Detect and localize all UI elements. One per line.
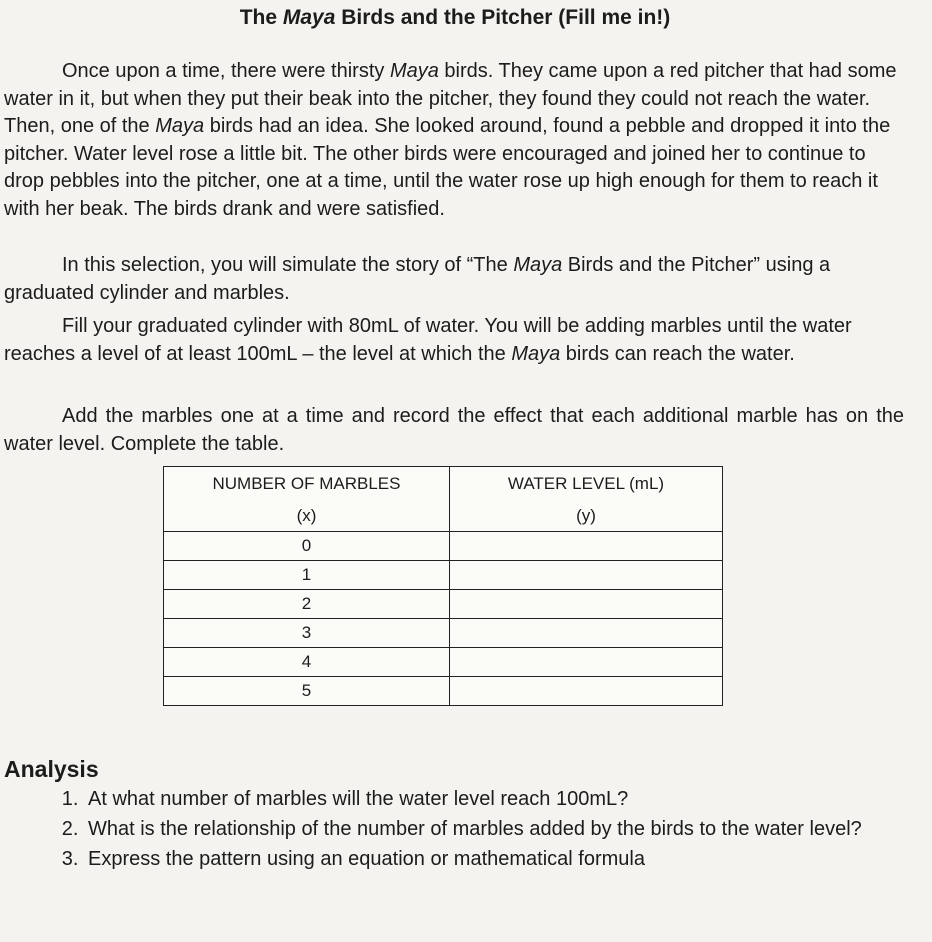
story-paragraph [4,58,904,223]
question-item: 3. Express the pattern using an equation or mathematical formula [84,844,932,874]
title-text-2: Birds and the Pitcher (Fill me in!) [335,6,671,29]
table-row [164,532,723,561]
simulation-maya: Maya [513,254,563,276]
table-subheader-row [164,501,723,532]
marbles-cell: 1 [164,561,450,590]
instructions-paragraph [4,313,904,368]
water-level-cell[interactable] [450,532,723,561]
marbles-cell: 3 [164,619,450,648]
story-maya-1: Maya [389,60,439,82]
table-row [164,677,723,706]
simulation-paragraph [4,252,904,307]
marbles-cell: 2 [164,590,450,619]
story-text-b: birds. They came upon a red pitcher that had some water in it, but when they put their beak into the pitcher, they found they could not reach the water. Then, one of the [4,60,897,137]
story-text-c: birds had an idea. She looked around, found a pebble and dropped it into the pitcher. Water level rose a little bit. The other birds were encouraged and joined her to continue to drop pebbles into the pitcher, one at a time, until the water rose up high enough for them to reach it with her beak. The birds drank and were satisfied. [4,115,891,220]
instructions-text-b: birds can reach the water. [560,342,795,365]
water-level-cell[interactable] [450,561,723,590]
simulation-text-a: In this selection, you will simulate the story of “The [62,254,514,276]
question-item: 1. At what number of marbles will the water level reach 100mL? [84,784,932,814]
water-level-cell[interactable] [450,648,723,677]
table-row [164,648,723,677]
col-sub-y: (y) [450,501,723,532]
marbles-cell: 0 [164,532,450,561]
simulation-text-b: Birds and the Pitcher” using a graduated cylinder and marbles. [4,254,831,304]
marbles-cell: 5 [164,677,450,706]
table-row [164,590,723,619]
title-text-1: The [239,6,283,29]
analysis-heading: Analysis [4,756,99,782]
analysis-questions [42,784,932,874]
table-row [164,619,723,648]
title-maya: Maya [282,6,336,29]
col-header-water-level: WATER LEVEL (mL) [450,467,723,502]
water-level-cell[interactable] [450,677,723,706]
instructions-maya: Maya [511,342,561,365]
story-maya-2: Maya [155,115,205,137]
instructions-text-a: Fill your graduated cylinder with 80mL of water. You will be adding marbles until the water reaches a level of at least 100mL – the level at which the [4,315,852,365]
question-item: 2. What is the relationship of the number of marbles added by the birds to the water level? [84,814,932,844]
worksheet-title [0,6,910,30]
col-header-marbles: NUMBER OF MARBLES [164,467,450,502]
table-header-row [164,467,723,502]
marbles-cell: 4 [164,648,450,677]
water-level-cell[interactable] [450,590,723,619]
table-instructions-paragraph: Add the marbles one at a time and record the effect that each additional marble has on the water level. Complete the table. [4,405,904,455]
story-text-a: Once upon a time, there were thirsty [62,60,390,82]
col-sub-x: (x) [164,501,450,532]
table-row [164,561,723,590]
water-level-cell[interactable] [450,619,723,648]
marbles-table [163,466,723,706]
